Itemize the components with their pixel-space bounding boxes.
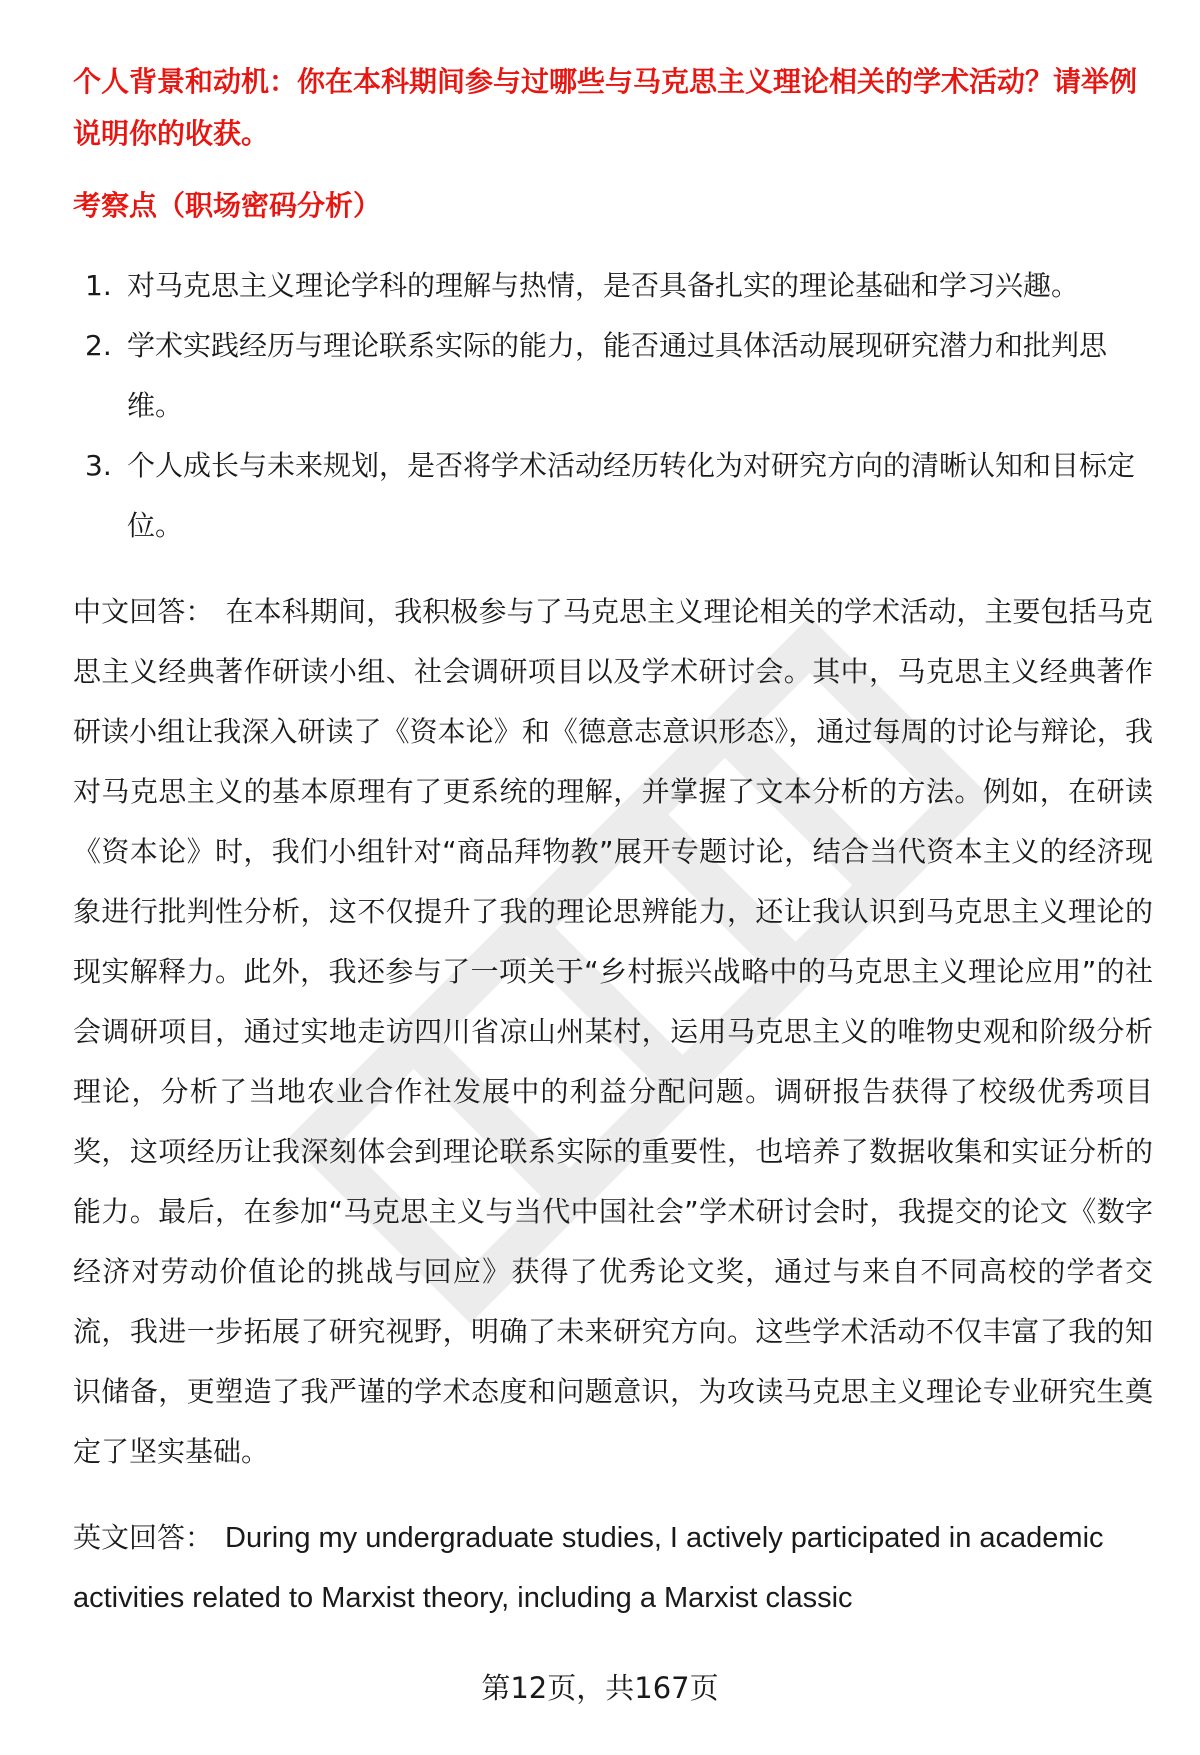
page-number-footer: 第12页，共167页 <box>481 1671 719 1705</box>
chinese-answer-label: 中文回答： <box>73 595 214 628</box>
list-item-number: 1. <box>85 269 112 302</box>
question-heading: 个人背景和动机：你在本科期间参与过哪些与马克思主义理论相关的学术活动？请举例说明你的收获。 <box>73 65 1138 150</box>
list-item <box>73 256 1153 316</box>
english-answer <box>73 1508 1153 1628</box>
list-item <box>73 316 1153 436</box>
section-title: 考察点（职场密码分析） <box>73 189 382 222</box>
english-answer-text: During my undergraduate studies, I actively participated in academic activities related to Marxist theory, including a Marxist classic <box>73 1522 1104 1614</box>
document-page <box>73 56 1153 1628</box>
list-item-text: 学术实践经历与理论联系实际的能力，能否通过具体活动展现研究潜力和批判思维。 <box>127 329 1108 422</box>
list-item-number: 3. <box>85 449 112 482</box>
list-item-number: 2. <box>85 329 112 362</box>
chinese-answer-text: 在本科期间，我积极参与了马克思主义理论相关的学术活动，主要包括马克思主义经典著作研读小组、社会调研项目以及学术研讨会。其中，马克思主义经典著作研读小组让我深入研读了《资本论》和《德意志意识形态》，通过每周的讨论与辩论，我对马克思主义的基本原理有了更系统的理解，并掌握了文本分析的方法。例如，在研读《资本论》时，我们小组针对“商品拜物教”展开专题讨论，结合当代资本主义的经济现象进行批判性分析，这不仅提升了我的理论思辨能力，还让我认识到马克思主义理论的现实解释力。此外，我还参与了一项关于“乡村振兴战略中的马克思主义理论应用”的社会调研项目，通过实地走访四川省凉山州某村，运用马克思主义的唯物史观和阶级分析理论，分析了当地农业合作社发展中的利益分配问题。调研报告获得了校级优秀项目奖，这项经历让我深刻体会到理论联系实际的重要性，也培养了数据收集和实证分析的能力。最后，在参加“马克思主义与当代中国社会”学术研讨会时，我提交的论文《数字经济对劳动价值论的挑战与回应》获得了优秀论文奖，通过与来自不同高校的学者交流，我进一步拓展了研究视野，明确了未来研究方向。这些学术活动不仅丰富了我的知识储备，更塑造了我严谨的学术态度和问题意识，为攻读马克思主义理论专业研究生奠定了坚实基础。 <box>73 595 1153 1468</box>
list-item-text: 对马克思主义理论学科的理解与热情，是否具备扎实的理论基础和学习兴趣。 <box>127 269 1080 302</box>
list-item-text: 个人成长与未来规划，是否将学术活动经历转化为对研究方向的清晰认知和目标定位。 <box>127 449 1136 542</box>
list-item <box>73 436 1153 556</box>
english-answer-label: 英文回答： <box>73 1521 214 1554</box>
assessment-points-list <box>73 256 1153 556</box>
chinese-answer <box>73 582 1153 1482</box>
